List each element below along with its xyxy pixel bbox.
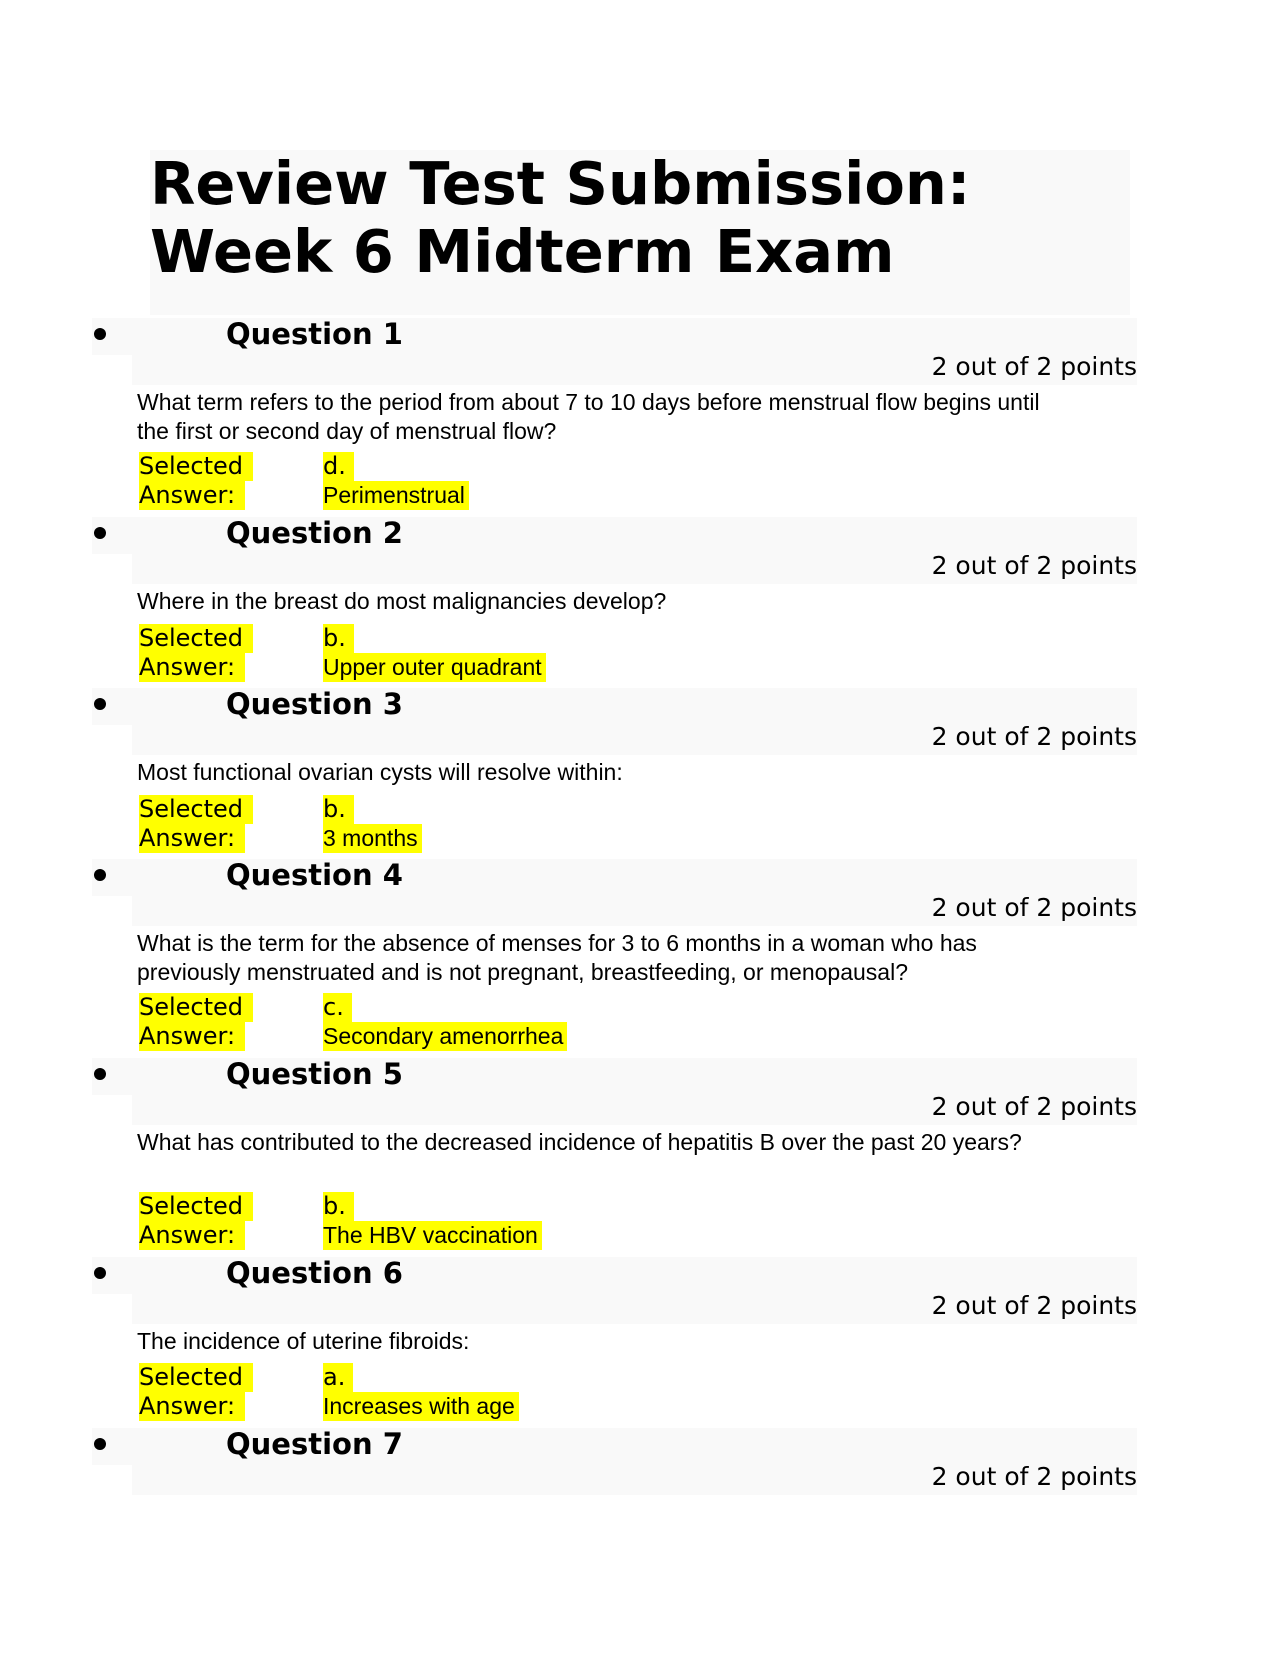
question-4-header: [92, 858, 1137, 922]
question-1-text: What term refers to the period from about 7 to 10 days before menstrual flow begins until the first or second day of menstrual flow?: [137, 389, 1040, 444]
answer-label: Answer:: [139, 1221, 245, 1250]
question-7-header: [92, 1427, 1137, 1491]
question-4-text: What is the term for the absence of menses for 3 to 6 months in a woman who has previously menstruated and is not pregnant, breastfeeding, or menopausal?: [137, 930, 977, 985]
answer-letter: b.: [323, 1192, 354, 1221]
question-3-selected-answer-label: [139, 795, 301, 853]
page-title-line-2: Week 6 Midterm Exam: [150, 217, 895, 286]
answer-letter: b.: [323, 624, 354, 653]
answer-letter: d.: [323, 452, 354, 481]
question-5-text: What has contributed to the decreased incidence of hepatitis B over the past 20 years?: [137, 1129, 1022, 1155]
question-1-selected-answer-label: [139, 452, 301, 510]
answer-label: Answer:: [139, 1392, 245, 1421]
question-4-points: 2 out of 2 points: [931, 893, 1137, 922]
answer-letter: b.: [323, 795, 354, 824]
question-6-selected-answer-label: [139, 1363, 301, 1421]
selected-label: Selected: [139, 624, 253, 653]
answer-letter: c.: [323, 993, 352, 1022]
question-2-answer-text: [323, 653, 546, 682]
question-2-header: [92, 516, 1137, 580]
question-2-title: Question 2: [226, 516, 403, 550]
answer-text: The HBV vaccination: [323, 1221, 542, 1250]
question-5-title: Question 5: [226, 1057, 403, 1091]
question-6-answer-letter: [323, 1363, 353, 1392]
question-4-title: Question 4: [226, 858, 403, 892]
answer-label: Answer:: [139, 1022, 245, 1051]
question-2-points: 2 out of 2 points: [931, 551, 1137, 580]
selected-label: Selected: [139, 1363, 253, 1392]
question-5-points: 2 out of 2 points: [931, 1092, 1137, 1121]
question-3-header: [92, 687, 1137, 751]
question-3-answer-text: [323, 824, 422, 853]
question-3-answer-letter: [323, 795, 354, 824]
question-7-title: Question 7: [226, 1427, 403, 1461]
selected-label: Selected: [139, 993, 253, 1022]
bullet-icon: [94, 1267, 106, 1279]
page-title-block: [150, 150, 1130, 315]
answer-text: Upper outer quadrant: [323, 653, 546, 682]
answer-text: Perimenstrual: [323, 481, 469, 510]
question-6-points: 2 out of 2 points: [931, 1291, 1137, 1320]
selected-label: Selected: [139, 795, 253, 824]
question-4-selected-answer-label: [139, 993, 301, 1051]
question-1-answer-text: [323, 481, 469, 510]
bullet-icon: [94, 1438, 106, 1450]
question-1-points: 2 out of 2 points: [931, 352, 1137, 381]
question-1-header: [92, 317, 1137, 381]
question-2-answer-letter: [323, 624, 354, 653]
answer-letter: a.: [323, 1363, 353, 1392]
answer-label: Answer:: [139, 653, 245, 682]
selected-label: Selected: [139, 1192, 253, 1221]
question-3-text: Most functional ovarian cysts will resolve within:: [137, 759, 623, 785]
bullet-icon: [94, 698, 106, 710]
answer-text: Secondary amenorrhea: [323, 1022, 567, 1051]
question-1-title: Question 1: [226, 317, 403, 351]
question-1-answer-letter: [323, 452, 354, 481]
selected-label: Selected: [139, 452, 253, 481]
bullet-icon: [94, 527, 106, 539]
question-6-header: [92, 1256, 1137, 1320]
question-7-points: 2 out of 2 points: [931, 1462, 1137, 1491]
question-5-selected-answer-label: [139, 1192, 301, 1250]
question-4-answer-letter: [323, 993, 352, 1022]
bullet-icon: [94, 328, 106, 340]
question-3-points: 2 out of 2 points: [931, 722, 1137, 751]
question-5-header: [92, 1057, 1137, 1121]
answer-label: Answer:: [139, 824, 245, 853]
question-3-title: Question 3: [226, 687, 403, 721]
question-6-answer-text: [323, 1392, 519, 1421]
question-6-text: The incidence of uterine fibroids:: [137, 1328, 470, 1354]
question-6-title: Question 6: [226, 1256, 403, 1290]
question-4-answer-text: [323, 1022, 567, 1051]
question-5-answer-text: [323, 1221, 542, 1250]
page-title-line-1: Review Test Submission:: [150, 149, 971, 218]
bullet-icon: [94, 869, 106, 881]
bullet-icon: [94, 1068, 106, 1080]
question-2-text: Where in the breast do most malignancies develop?: [137, 588, 667, 614]
answer-text: 3 months: [323, 824, 422, 853]
question-5-answer-letter: [323, 1192, 354, 1221]
question-2-selected-answer-label: [139, 624, 301, 682]
answer-label: Answer:: [139, 481, 245, 510]
answer-text: Increases with age: [323, 1392, 519, 1421]
